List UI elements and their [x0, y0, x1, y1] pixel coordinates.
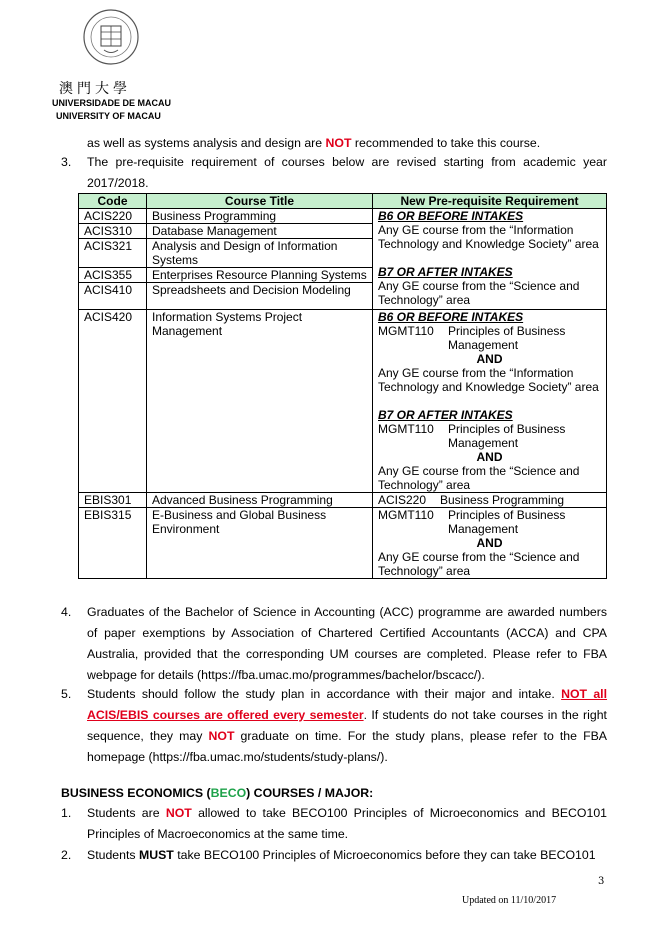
- course-title: Information Systems Project Management: [147, 310, 373, 493]
- intake-heading: B6 OR BEFORE INTAKES: [378, 209, 524, 223]
- mgmt-code: MGMT110: [378, 324, 434, 338]
- mgmt-requirement: [378, 324, 601, 352]
- beco-1-number: 1.: [61, 806, 72, 820]
- mgmt-requirement: [378, 422, 601, 450]
- and-label: AND: [476, 352, 503, 366]
- beco-2-text-a: Students: [87, 848, 139, 862]
- requirement-cell: [373, 508, 607, 579]
- req-title: Business Programming: [440, 493, 565, 507]
- and-label: AND: [476, 536, 503, 550]
- item-5-number: 5.: [61, 687, 72, 701]
- requirement-cell: [373, 209, 607, 310]
- beco-section-heading: [61, 786, 373, 800]
- mgmt-code: MGMT110: [378, 508, 434, 522]
- university-seal-icon: [82, 8, 140, 70]
- heading-prefix: BUSINESS ECONOMICS (: [61, 786, 211, 800]
- university-portuguese-name: UNIVERSIDADE DE MACAU: [52, 98, 172, 108]
- table-header-row: [79, 194, 607, 209]
- mgmt-title: Principles of Business Management: [448, 422, 566, 450]
- mgmt-code: MGMT110: [378, 422, 434, 436]
- heading-suffix: ) COURSES / MAJOR:: [246, 786, 374, 800]
- prerequisite-table: [78, 193, 607, 579]
- course-title: Analysis and Design of Information Systems: [147, 239, 373, 268]
- updated-date: Updated on 11/10/2017: [462, 895, 557, 906]
- not-emphasis: NOT: [325, 136, 352, 150]
- course-code: ACIS410: [79, 283, 147, 310]
- header-course-title: Course Title: [147, 194, 373, 209]
- course-code: ACIS355: [79, 268, 147, 283]
- course-title: Enterprises Resource Planning Systems: [147, 268, 373, 283]
- beco-2-text-b: take BECO100 Principles of Microeconomics before they can take BECO101: [173, 848, 596, 862]
- item-3-text: The pre-requisite requirement of courses below are revised starting from academic year 2017/2018.: [87, 155, 607, 190]
- university-english-name: UNIVERSITY OF MACAU: [56, 111, 161, 121]
- requirement-cell: [373, 310, 607, 493]
- item-5-text-b: . If students do not take courses in the right sequence, they may: [87, 708, 607, 743]
- beco-1-text-a: Students are: [87, 806, 166, 820]
- requirement-cell: [373, 493, 607, 508]
- intake-heading: B7 OR AFTER INTAKES: [378, 408, 513, 422]
- intro-line: [87, 133, 607, 154]
- mgmt-title: Principles of Business Management: [448, 508, 566, 536]
- course-code: ACIS220: [79, 209, 147, 224]
- and-label: AND: [476, 450, 503, 464]
- requirement-text: Any GE course from the “Information Technology and Knowledge Society” area: [378, 223, 599, 251]
- mgmt-title: Principles of Business Management: [448, 324, 566, 352]
- page-number: 3: [598, 876, 605, 887]
- requirement-text: Any GE course from the “Science and Technology” area: [378, 464, 580, 492]
- item-4-number: 4.: [61, 605, 72, 619]
- item-5-text-a: Students should follow the study plan in accordance with their major and intake.: [87, 687, 562, 701]
- beco-1-text-b: allowed to take BECO100 Principles of Microeconomics and BECO101 Principles of Macroeconomics at the same time.: [87, 806, 607, 841]
- intro-text-end: recommended to take this course.: [351, 136, 541, 150]
- header-requirement: New Pre-requisite Requirement: [373, 194, 607, 209]
- table-row: [79, 209, 607, 224]
- beco-1-text: [87, 803, 607, 845]
- table-row: [79, 310, 607, 493]
- course-title: Database Management: [147, 224, 373, 239]
- requirement-text: Any GE course from the “Science and Technology” area: [378, 550, 580, 578]
- not-emphasis: NOT: [208, 729, 235, 743]
- requirement-text: Any GE course from the “Science and Technology” area: [378, 279, 580, 307]
- course-code: ACIS420: [79, 310, 147, 493]
- mgmt-requirement: [378, 508, 601, 536]
- table-row: [79, 493, 607, 508]
- item-3-number: 3.: [61, 155, 72, 169]
- acis-requirement: [378, 493, 601, 507]
- course-title: Business Programming: [147, 209, 373, 224]
- item-4-text: Graduates of the Bachelor of Science in Accounting (ACC) programme are awarded numbers of paper exemptions by Association of Chartered Certified Accountants (ACCA) and CPA Australia, provided that the corresponding UM courses are completed. Please refer to FBA webpage for details (https://fba.umac.mo/programmes/bachelor/bscacc/).: [87, 605, 607, 682]
- course-code: EBIS301: [79, 493, 147, 508]
- heading-code: BECO: [210, 786, 247, 800]
- item-5-text: [87, 684, 607, 768]
- not-all-emphasis: NOT all ACIS/EBIS courses are offered every semester: [87, 687, 608, 722]
- requirement-text: Any GE course from the “Information Technology and Knowledge Society” area: [378, 366, 599, 394]
- req-code: ACIS220: [378, 493, 427, 507]
- course-title: Advanced Business Programming: [147, 493, 373, 508]
- course-code: ACIS321: [79, 239, 147, 268]
- university-chinese-name: 澳門大學: [59, 81, 131, 97]
- item-5-text-c: graduate on time. For the study plans, please refer to the FBA homepage (https://fba.umac.mo/students/study-plans/).: [87, 729, 607, 764]
- intake-heading: B6 OR BEFORE INTAKES: [378, 310, 524, 324]
- beco-2-number: 2.: [61, 848, 72, 862]
- must-emphasis: MUST: [138, 848, 174, 862]
- intake-heading: B7 OR AFTER INTAKES: [378, 265, 513, 279]
- table-row: [79, 508, 607, 579]
- course-title: E-Business and Global Business Environment: [147, 508, 373, 579]
- header-code: Code: [79, 194, 147, 209]
- course-code: ACIS310: [79, 224, 147, 239]
- course-code: EBIS315: [79, 508, 147, 579]
- course-title: Spreadsheets and Decision Modeling: [147, 283, 373, 310]
- beco-2-text: [87, 845, 607, 866]
- intro-text: as well as systems analysis and design are: [87, 136, 326, 150]
- not-emphasis: NOT: [165, 806, 192, 820]
